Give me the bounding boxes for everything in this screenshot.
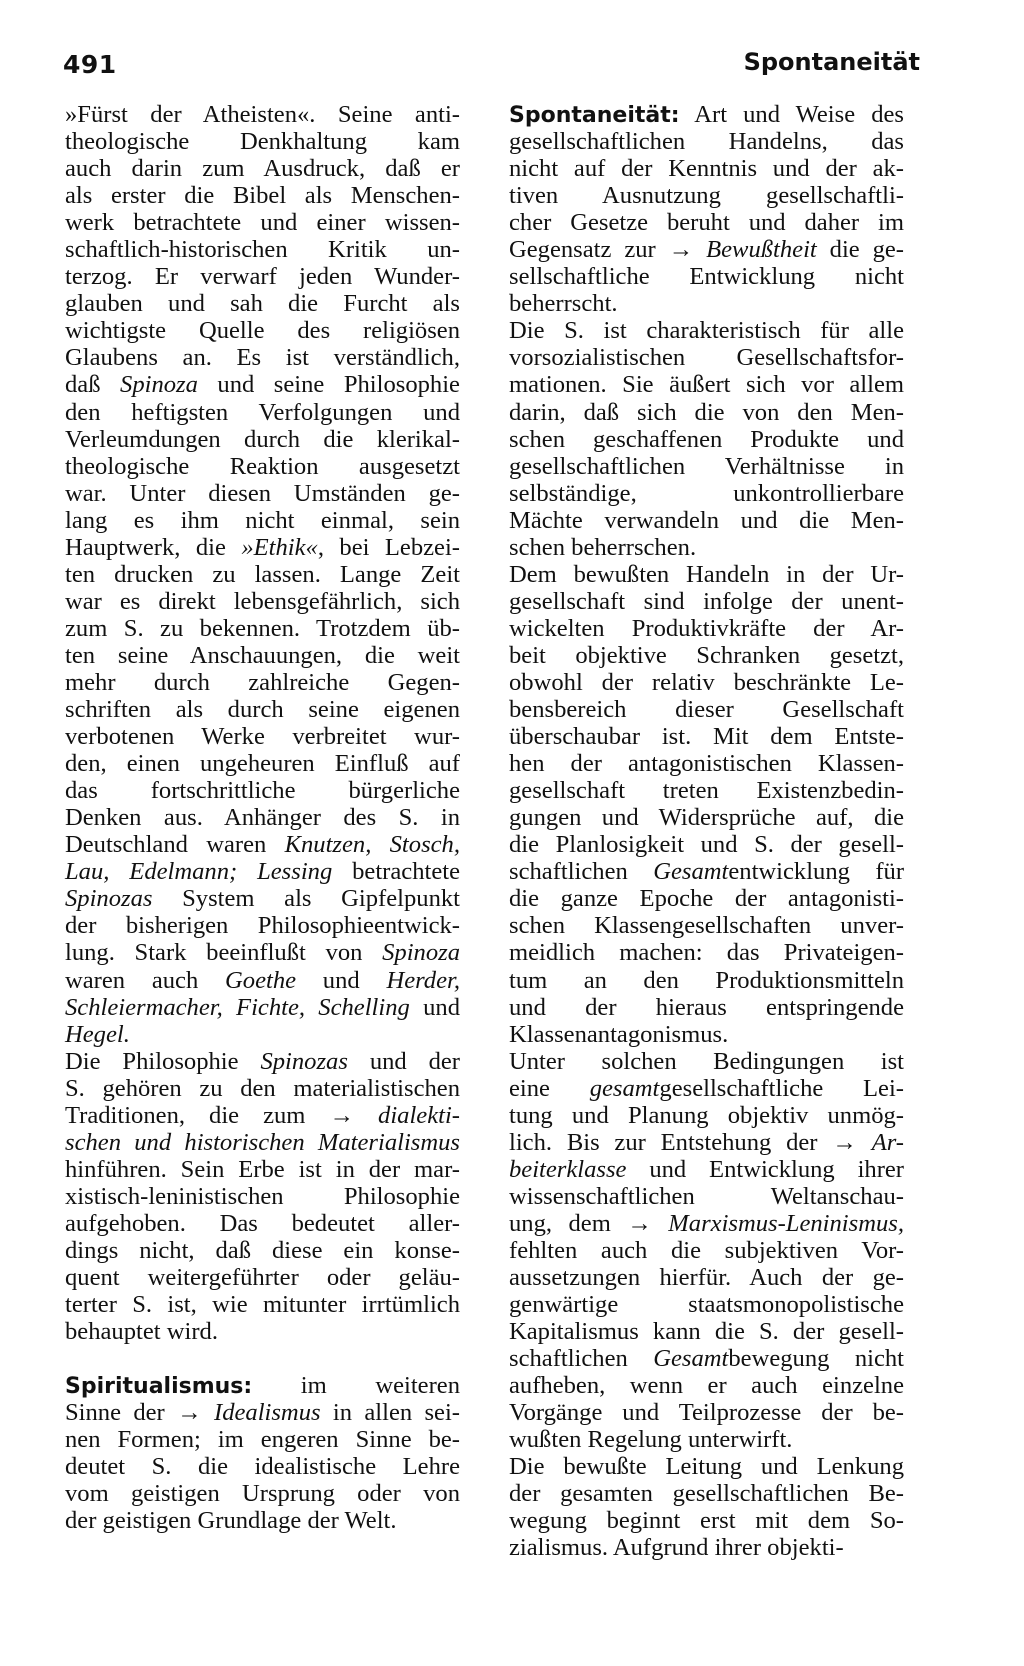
italic-term: »Ethik«: [241, 533, 318, 561]
text-line: [509, 1291, 904, 1318]
line-text: cher Gesetze beruht und daher im: [509, 209, 904, 237]
line-text: tiven Ausnutzung gesellschaftli-: [509, 182, 904, 210]
line-text: Hauptwerk, die: [65, 533, 242, 561]
line-text: beit objektive Schranken gesetzt,: [509, 641, 904, 669]
text-line: [65, 939, 460, 966]
line-text: tum an den Produktionsmitteln: [509, 966, 904, 994]
text-line: [509, 1075, 904, 1102]
line-text: überschaubar ist. Mit dem Entste-: [509, 723, 904, 751]
text-line: [65, 1318, 460, 1345]
text-line: [65, 1156, 460, 1183]
line-text: und der hieraus entspringende: [509, 993, 904, 1021]
running-head: Spontaneität: [743, 48, 920, 76]
text-line: [509, 209, 904, 236]
line-text: schaftlichen: [509, 1345, 654, 1373]
line-text: lung. Stark beeinflußt von: [65, 939, 383, 967]
left-column: [65, 101, 460, 1534]
text-line: [509, 885, 904, 912]
text-line: [509, 399, 904, 426]
line-text: bewegung nicht: [728, 1345, 905, 1373]
line-text: zialismus. Aufgrund ihrer objekti-: [509, 1534, 844, 1562]
text-line: [65, 128, 460, 155]
line-text: Dem bewußten Handeln in der Ur-: [509, 560, 904, 588]
italic-term: Bewußtheit: [706, 236, 817, 264]
text-line: [65, 561, 460, 588]
text-line: [65, 534, 460, 561]
line-text: ten drucken zu lassen. Lange Zeit: [65, 560, 460, 588]
line-text: Denken aus. Anhänger des S. in: [65, 804, 460, 832]
line-text: aussetzungen hierfür. Auch der ge-: [509, 1264, 904, 1292]
line-text: betrachtete: [332, 858, 460, 886]
line-text: vom geistigen Ursprung oder von: [65, 1480, 460, 1508]
text-line: [509, 1129, 904, 1156]
line-text: gesellschaftliche Lei-: [659, 1074, 904, 1102]
line-text: vorsozialistischen Gesellschaftsfor-: [509, 344, 904, 372]
text-line: [509, 642, 904, 669]
text-line: [65, 1048, 460, 1075]
text-line: [65, 723, 460, 750]
text-line: [65, 1264, 460, 1291]
text-line: [509, 128, 904, 155]
text-line: [509, 1210, 904, 1237]
line-text: bensbereich dieser Gesellschaft: [509, 696, 904, 724]
text-line: [509, 1399, 904, 1426]
line-text: mationen. Sie äußert sich vor allem: [509, 371, 904, 399]
line-text: obwohl der relativ beschränkte Le-: [509, 668, 904, 696]
line-text: Die Philosophie: [65, 1047, 261, 1075]
line-text: den heftigsten Verfolgungen und: [65, 398, 460, 426]
italic-term: Idealismus: [214, 1399, 321, 1427]
text-line: [509, 777, 904, 804]
text-line: [65, 669, 460, 696]
text-line: [65, 588, 460, 615]
text-line: [509, 831, 904, 858]
text-line: [509, 1426, 904, 1453]
line-text: in allen sei-: [320, 1399, 460, 1427]
text-line: [509, 426, 904, 453]
text-line: [65, 858, 460, 885]
line-text: Unter solchen Bedingungen ist: [509, 1047, 904, 1075]
text-line: [509, 994, 904, 1021]
italic-term: Spinozas: [260, 1047, 348, 1075]
italic-term: beiterklasse: [509, 1155, 627, 1183]
text-line: [509, 967, 904, 994]
line-text: Vorgänge und Teilprozesse der be-: [509, 1399, 904, 1427]
text-line: [65, 209, 460, 236]
text-line: [509, 1021, 904, 1048]
line-text: System als Gipfelpunkt: [152, 885, 460, 913]
line-text: wickelten Produktivkräfte der Ar-: [509, 614, 904, 642]
italic-term: Marxismus-Leninismus,: [668, 1209, 904, 1237]
text-line: [65, 317, 460, 344]
text-line: [509, 858, 904, 885]
text-line: [65, 1480, 460, 1507]
line-text: Die bewußte Leitung und Lenkung: [509, 1453, 904, 1481]
text-line: [65, 236, 460, 263]
text-line: [65, 426, 460, 453]
line-text: waren auch: [65, 966, 226, 994]
line-text: wissenschaftlichen Weltanschau-: [509, 1182, 904, 1210]
text-line: [65, 750, 460, 777]
line-text: , bei Lebzei-: [317, 533, 460, 561]
text-line: [65, 480, 460, 507]
text-line: [509, 804, 904, 831]
line-text: theologische Reaktion ausgesetzt: [65, 452, 460, 480]
line-text: Sinne der →: [65, 1399, 214, 1427]
line-text: Die S. ist charakteristisch für alle: [509, 317, 904, 345]
italic-term: Spinozas: [65, 885, 153, 913]
line-text: ten seine Anschauungen, die weit: [65, 641, 460, 669]
line-text: gesellschaft sind infolge der unent-: [509, 587, 904, 615]
italic-term: Lau, Edelmann; Lessing: [65, 858, 333, 886]
line-text: xistisch-leninistischen Philosophie: [65, 1182, 460, 1210]
text-line: [65, 101, 460, 128]
line-text: gesellschaft treten Existenzbedin-: [509, 777, 904, 805]
line-text: aufheben, wenn er auch einzelne: [509, 1372, 904, 1400]
line-text: und Entwicklung ihrer: [626, 1155, 904, 1183]
text-line: [509, 1534, 904, 1561]
text-line: [509, 534, 904, 561]
text-line: [65, 1102, 460, 1129]
text-line: [509, 912, 904, 939]
line-text: gesellschaftlichen Verhältnisse in: [509, 452, 904, 480]
text-line: [509, 939, 904, 966]
italic-term: gesamt: [589, 1074, 660, 1102]
line-text: quent weitergeführter oder geläu-: [65, 1264, 460, 1292]
line-text: nicht auf der Kenntnis und der ak-: [509, 155, 904, 183]
line-text: fehlten auch die subjektiven Vor-: [509, 1236, 904, 1264]
line-text: den, einen ungeheuren Einfluß auf: [65, 750, 460, 778]
text-line: [509, 1453, 904, 1480]
line-text: schen Klassengesellschaften unver-: [509, 912, 904, 940]
text-line: [65, 344, 460, 371]
italic-term: Spinoza: [120, 371, 198, 399]
text-line: [509, 1372, 904, 1399]
line-text: gesellschaftlichen Handelns, das: [509, 128, 904, 156]
line-text: schen beherrschen.: [509, 533, 697, 561]
text-line: [65, 399, 460, 426]
line-text: hen der antagonistischen Klassen-: [509, 750, 904, 778]
line-text: glauben und sah die Furcht als: [65, 290, 460, 318]
text-line: [509, 696, 904, 723]
page-number: 491: [63, 50, 117, 79]
line-text: die ganze Epoche der antagonisti-: [509, 885, 904, 913]
text-line: [65, 831, 460, 858]
italic-term: Schleiermacher, Fichte, Schelling: [65, 993, 410, 1021]
italic-term: Gesamt: [653, 858, 729, 886]
text-line: [509, 101, 904, 128]
text-line: [65, 263, 460, 290]
line-text: werk betrachtete und einer wissen-: [65, 209, 460, 237]
line-text: Gegensatz zur →: [509, 236, 707, 264]
text-line: [65, 453, 460, 480]
line-text: Kapitalismus kann die S. der gesell-: [509, 1318, 904, 1346]
line-text: Klassenantagonismus.: [509, 1020, 729, 1048]
headword: Spontaneität:: [509, 103, 680, 128]
line-text: lang es ihm nicht einmal, sein: [65, 506, 460, 534]
text-line: [65, 1237, 460, 1264]
text-line: [509, 615, 904, 642]
text-line: [509, 1156, 904, 1183]
line-text: wegung beginnt erst mit dem So-: [509, 1507, 904, 1535]
line-text: behauptet wird.: [65, 1318, 218, 1346]
line-text: mehr durch zahlreiche Gegen-: [65, 668, 460, 696]
line-text: gungen und Widersprüche auf, die: [509, 804, 904, 832]
text-line: [65, 615, 460, 642]
line-text: hinführen. Sein Erbe ist in der mar-: [65, 1155, 460, 1183]
line-text: und seine Philosophie: [197, 371, 460, 399]
line-text: entwicklung für: [728, 858, 905, 886]
text-line: [509, 317, 904, 344]
paragraph-gap: [65, 1345, 460, 1372]
text-line: [65, 1291, 460, 1318]
text-line: [509, 1183, 904, 1210]
line-text: der gesamten gesellschaftlichen Be-: [509, 1480, 904, 1508]
line-text: schen geschaffenen Produkte und: [509, 425, 904, 453]
text-line: [65, 1129, 460, 1156]
text-line: [509, 750, 904, 777]
text-line: [65, 696, 460, 723]
text-line: [65, 1183, 460, 1210]
line-text: ung, dem →: [509, 1209, 669, 1237]
line-text: aufgehoben. Das bedeutet aller-: [65, 1209, 460, 1237]
line-text: verbotenen Werke verbreitet wur-: [65, 723, 460, 751]
text-line: [65, 1426, 460, 1453]
italic-term: dialekti-: [378, 1101, 460, 1129]
line-text: lich. Bis zur Entstehung der →: [509, 1128, 872, 1156]
line-text: war es direkt lebensgefährlich, sich: [65, 587, 460, 615]
italic-term: Hegel.: [65, 1020, 130, 1048]
italic-term: Gesamt: [653, 1345, 729, 1373]
text-line: [509, 344, 904, 371]
text-line: [509, 669, 904, 696]
line-text: terter S. ist, wie mitunter irrtümlich: [65, 1291, 460, 1319]
line-text: und der: [347, 1047, 460, 1075]
italic-term: Herder,: [386, 966, 460, 994]
italic-term: Knutzen, Stosch,: [284, 831, 460, 859]
line-text: dings nicht, daß diese ein konse-: [65, 1236, 460, 1264]
text-line: [509, 182, 904, 209]
text-line: [65, 371, 460, 398]
text-line: [65, 1210, 460, 1237]
line-text: im weiteren: [252, 1372, 460, 1400]
text-line: [65, 885, 460, 912]
text-line: [65, 912, 460, 939]
text-line: [509, 1345, 904, 1372]
line-text: Glaubens an. Es ist verständlich,: [65, 344, 460, 372]
headword: Spiritualismus:: [65, 1374, 253, 1400]
line-text: die ge-: [816, 236, 904, 264]
line-text: theologische Denkhaltung kam: [65, 128, 460, 156]
line-text: sellschaftliche Entwicklung nicht: [509, 263, 904, 291]
line-text: Verleumdungen durch die klerikal-: [65, 425, 460, 453]
text-line: [509, 1507, 904, 1534]
text-line: [65, 642, 460, 669]
text-line: [65, 155, 460, 182]
line-text: der bisherigen Philosophieentwick-: [65, 912, 460, 940]
line-text: zum S. zu bekennen. Trotzdem üb-: [65, 614, 460, 642]
italic-term: Spinoza: [382, 939, 460, 967]
text-line: [509, 480, 904, 507]
line-text: meidlich machen: das Privateigen-: [509, 939, 904, 967]
line-text: schriften als durch seine eigenen: [65, 696, 460, 724]
line-text: der geistigen Grundlage der Welt.: [65, 1507, 397, 1535]
line-text: S. gehören zu den materialistischen: [65, 1074, 460, 1102]
line-text: schaftlich-historischen Kritik un-: [65, 236, 460, 264]
text-line: [65, 1507, 460, 1534]
line-text: und: [409, 993, 460, 1021]
line-text: Art und Weise des: [679, 101, 904, 128]
text-line: [509, 1264, 904, 1291]
text-line: [509, 290, 904, 317]
line-text: wichtigste Quelle des religiösen: [65, 317, 460, 345]
line-text: deutet S. die idealistische Lehre: [65, 1453, 460, 1481]
italic-term: schen und historischen Materialismus: [65, 1128, 460, 1156]
text-line: [509, 588, 904, 615]
text-line: [509, 507, 904, 534]
text-line: [509, 1102, 904, 1129]
line-text: die Planlosigkeit und S. der gesell-: [509, 831, 904, 859]
line-text: Deutschland waren: [65, 831, 285, 859]
line-text: das fortschrittliche bürgerliche: [65, 777, 460, 805]
text-line: [509, 371, 904, 398]
line-text: wußten Regelung unterwirft.: [509, 1426, 793, 1454]
text-line: [65, 1399, 460, 1426]
text-line: [65, 804, 460, 831]
text-line: [65, 1075, 460, 1102]
line-text: und: [296, 966, 387, 994]
text-line: [509, 1480, 904, 1507]
right-column: [509, 101, 904, 1562]
line-text: daß: [65, 371, 121, 399]
text-line: [65, 1372, 460, 1399]
line-text: darin, daß sich die von den Men-: [509, 398, 904, 426]
text-line: [509, 155, 904, 182]
line-text: nen Formen; im engeren Sinne be-: [65, 1426, 460, 1454]
text-line: [509, 236, 904, 263]
line-text: genwärtige staatsmonopolistische: [509, 1291, 904, 1319]
text-line: [509, 1237, 904, 1264]
line-text: eine: [509, 1074, 590, 1102]
line-text: beherrscht.: [509, 290, 618, 318]
text-line: [65, 994, 460, 1021]
line-text: Traditionen, die zum →: [65, 1101, 379, 1129]
text-line: [509, 263, 904, 290]
line-text: Mächte verwandeln und die Men-: [509, 506, 904, 534]
text-line: [509, 1048, 904, 1075]
line-text: tung und Planung objektiv unmög-: [509, 1101, 904, 1129]
text-line: [65, 290, 460, 317]
text-line: [65, 182, 460, 209]
line-text: als erster die Bibel als Menschen-: [65, 182, 460, 210]
text-line: [65, 1021, 460, 1048]
text-line: [509, 561, 904, 588]
line-text: schaftlichen: [509, 858, 654, 886]
text-line: [509, 1318, 904, 1345]
line-text: auch darin zum Ausdruck, daß er: [65, 155, 460, 183]
italic-term: Ar-: [871, 1128, 904, 1156]
line-text: terzog. Er verwarf jeden Wunder-: [65, 263, 460, 291]
text-line: [65, 967, 460, 994]
line-text: »Fürst der Atheisten«. Seine anti-: [65, 101, 460, 128]
line-text: war. Unter diesen Umständen ge-: [65, 479, 460, 507]
italic-term: Goethe: [225, 966, 297, 994]
text-line: [65, 507, 460, 534]
text-line: [65, 1453, 460, 1480]
text-line: [509, 723, 904, 750]
text-line: [509, 453, 904, 480]
text-line: [65, 777, 460, 804]
line-text: selbständige, unkontrollierbare: [509, 479, 904, 507]
